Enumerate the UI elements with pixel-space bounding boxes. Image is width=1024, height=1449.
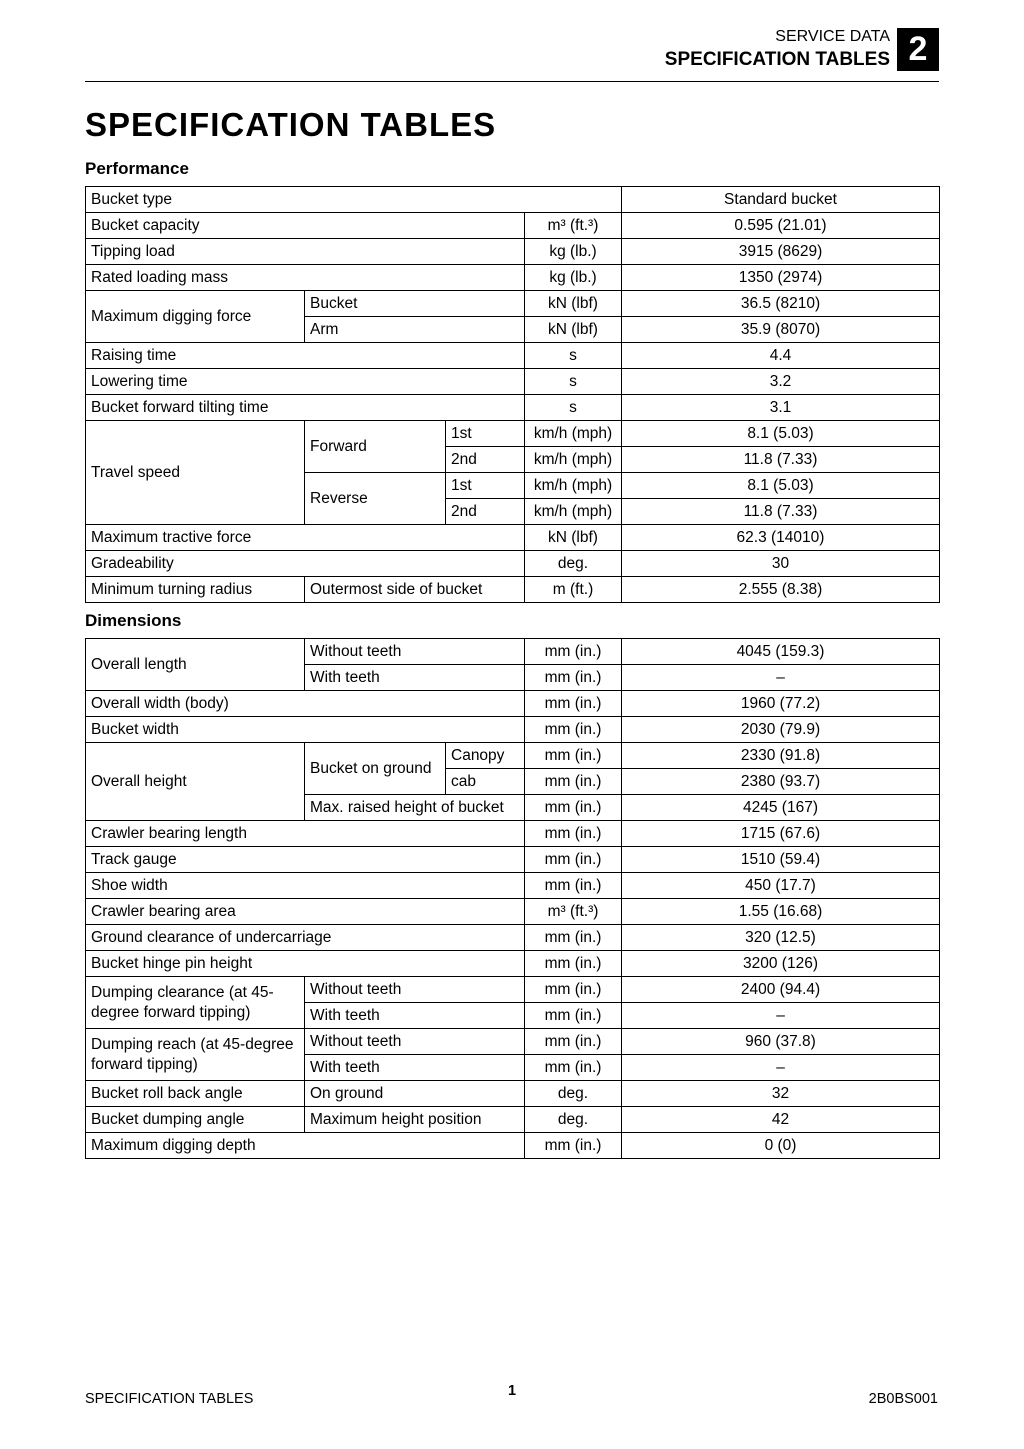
row-sublabel: Bucket on ground <box>305 743 446 795</box>
row-label: Bucket forward tilting time <box>86 395 525 421</box>
dimensions-table <box>85 638 940 1159</box>
row-value: 3.2 <box>622 369 940 395</box>
row-value: 2.555 (8.38) <box>622 577 940 603</box>
row-label: Overall height <box>86 743 305 821</box>
row-label: Maximum digging depth <box>86 1133 525 1159</box>
row-sublabel: Bucket <box>305 291 525 317</box>
row-value: 1960 (77.2) <box>622 691 940 717</box>
row-value: 32 <box>622 1081 940 1107</box>
row-sublabel: With teeth <box>305 1003 525 1029</box>
row-unit: deg. <box>525 1107 622 1133</box>
row-unit: mm (in.) <box>525 769 622 795</box>
row-unit: kN (lbf) <box>525 525 622 551</box>
row-unit: deg. <box>525 551 622 577</box>
row-value: – <box>622 665 940 691</box>
row-unit: kN (lbf) <box>525 291 622 317</box>
row-value: 36.5 (8210) <box>622 291 940 317</box>
row-label: Minimum turning radius <box>86 577 305 603</box>
page-number: 1 <box>508 1383 517 1399</box>
row-value: 0.595 (21.01) <box>622 213 940 239</box>
row-value: 450 (17.7) <box>622 873 940 899</box>
row-value: 62.3 (14010) <box>622 525 940 551</box>
row-value: 8.1 (5.03) <box>622 473 940 499</box>
performance-heading: Performance <box>85 159 189 178</box>
row-unit: mm (in.) <box>525 639 622 665</box>
row-label: Tipping load <box>86 239 525 265</box>
header-section-label: SERVICE DATA <box>775 28 890 45</box>
row-unit: mm (in.) <box>525 1003 622 1029</box>
row-value: 3.1 <box>622 395 940 421</box>
row-unit: mm (in.) <box>525 821 622 847</box>
row-gear: 1st <box>446 473 525 499</box>
row-label: Rated loading mass <box>86 265 525 291</box>
row-value: 0 (0) <box>622 1133 940 1159</box>
row-label: Dumping reach (at 45-degree forward tipping) <box>86 1029 305 1081</box>
table-row <box>86 873 940 899</box>
row-variant: Canopy <box>446 743 525 769</box>
row-value: 3915 (8629) <box>622 239 940 265</box>
row-value: 1350 (2974) <box>622 265 940 291</box>
table-row <box>86 1107 940 1133</box>
row-unit: mm (in.) <box>525 977 622 1003</box>
row-unit: mm (in.) <box>525 873 622 899</box>
row-label: Crawler bearing area <box>86 899 525 925</box>
table-row <box>86 691 940 717</box>
row-label: Track gauge <box>86 847 525 873</box>
row-unit: mm (in.) <box>525 951 622 977</box>
row-label: Lowering time <box>86 369 525 395</box>
table-row <box>86 639 940 665</box>
table-row <box>86 847 940 873</box>
row-sublabel: Forward <box>305 421 446 473</box>
table-row <box>86 239 940 265</box>
row-unit: mm (in.) <box>525 743 622 769</box>
header-rule <box>85 81 939 82</box>
row-unit: mm (in.) <box>525 925 622 951</box>
row-value: Standard bucket <box>622 187 940 213</box>
row-value: 4.4 <box>622 343 940 369</box>
row-unit: mm (in.) <box>525 691 622 717</box>
table-row <box>86 925 940 951</box>
table-row <box>86 1133 940 1159</box>
row-unit: kg (lb.) <box>525 239 622 265</box>
row-unit: m³ (ft.³) <box>525 213 622 239</box>
row-unit: mm (in.) <box>525 717 622 743</box>
row-sublabel: Without teeth <box>305 1029 525 1055</box>
row-value: 2380 (93.7) <box>622 769 940 795</box>
row-label: Ground clearance of undercarriage <box>86 925 525 951</box>
row-unit: kg (lb.) <box>525 265 622 291</box>
row-sublabel: Reverse <box>305 473 446 525</box>
row-value: 42 <box>622 1107 940 1133</box>
row-label: Bucket capacity <box>86 213 525 239</box>
row-value: – <box>622 1055 940 1081</box>
table-row <box>86 291 940 317</box>
table-row <box>86 343 940 369</box>
row-value: 8.1 (5.03) <box>622 421 940 447</box>
row-value: 1510 (59.4) <box>622 847 940 873</box>
row-label: Dumping clearance (at 45-degree forward tipping) <box>86 977 305 1029</box>
row-label: Crawler bearing length <box>86 821 525 847</box>
row-value: 4045 (159.3) <box>622 639 940 665</box>
row-gear: 2nd <box>446 447 525 473</box>
row-value: 11.8 (7.33) <box>622 499 940 525</box>
row-label: Bucket dumping angle <box>86 1107 305 1133</box>
row-label: Shoe width <box>86 873 525 899</box>
table-row <box>86 187 940 213</box>
row-unit: mm (in.) <box>525 1133 622 1159</box>
row-value: 320 (12.5) <box>622 925 940 951</box>
row-unit: km/h (mph) <box>525 447 622 473</box>
row-sublabel: On ground <box>305 1081 525 1107</box>
row-sublabel: With teeth <box>305 1055 525 1081</box>
row-unit: deg. <box>525 1081 622 1107</box>
row-unit: km/h (mph) <box>525 499 622 525</box>
row-gear: 1st <box>446 421 525 447</box>
header-title: SPECIFICATION TABLES <box>664 49 890 70</box>
row-unit: s <box>525 369 622 395</box>
performance-table <box>85 186 940 603</box>
table-row <box>86 395 940 421</box>
row-label: Gradeability <box>86 551 525 577</box>
document-code: 2B0BS001 <box>868 1391 938 1407</box>
row-value: 3200 (126) <box>622 951 940 977</box>
table-row <box>86 717 940 743</box>
row-label: Raising time <box>86 343 525 369</box>
row-value: 11.8 (7.33) <box>622 447 940 473</box>
row-label: Overall length <box>86 639 305 691</box>
table-row <box>86 743 940 769</box>
row-value: – <box>622 1003 940 1029</box>
table-row <box>86 551 940 577</box>
row-sublabel: Max. raised height of bucket <box>305 795 525 821</box>
table-row <box>86 265 940 291</box>
row-value: 2330 (91.8) <box>622 743 940 769</box>
row-unit: km/h (mph) <box>525 473 622 499</box>
table-row <box>86 977 940 1003</box>
row-unit: mm (in.) <box>525 847 622 873</box>
row-unit: m (ft.) <box>525 577 622 603</box>
row-gear: 2nd <box>446 499 525 525</box>
row-label: Bucket hinge pin height <box>86 951 525 977</box>
row-value: 2400 (94.4) <box>622 977 940 1003</box>
row-label: Overall width (body) <box>86 691 525 717</box>
row-value: 35.9 (8070) <box>622 317 940 343</box>
row-unit: km/h (mph) <box>525 421 622 447</box>
row-sublabel: Without teeth <box>305 639 525 665</box>
row-sublabel: Outermost side of bucket <box>305 577 525 603</box>
row-label: Bucket type <box>86 187 622 213</box>
table-row <box>86 577 940 603</box>
table-row <box>86 525 940 551</box>
table-row <box>86 213 940 239</box>
row-sublabel: Arm <box>305 317 525 343</box>
table-row <box>86 899 940 925</box>
row-sublabel: With teeth <box>305 665 525 691</box>
row-unit: kN (lbf) <box>525 317 622 343</box>
table-row <box>86 369 940 395</box>
row-sublabel: Without teeth <box>305 977 525 1003</box>
row-unit: mm (in.) <box>525 1055 622 1081</box>
row-sublabel: Maximum height position <box>305 1107 525 1133</box>
row-unit: s <box>525 395 622 421</box>
row-value: 960 (37.8) <box>622 1029 940 1055</box>
row-value: 1.55 (16.68) <box>622 899 940 925</box>
table-row <box>86 1029 940 1055</box>
row-label: Travel speed <box>86 421 305 525</box>
row-unit: mm (in.) <box>525 795 622 821</box>
page-title: SPECIFICATION TABLES <box>85 106 497 143</box>
table-row <box>86 1081 940 1107</box>
row-unit: mm (in.) <box>525 665 622 691</box>
row-value: 30 <box>622 551 940 577</box>
row-label: Bucket width <box>86 717 525 743</box>
chapter-number-badge: 2 <box>897 28 939 71</box>
table-row <box>86 821 940 847</box>
row-unit: s <box>525 343 622 369</box>
row-variant: cab <box>446 769 525 795</box>
row-value: 1715 (67.6) <box>622 821 940 847</box>
row-label: Bucket roll back angle <box>86 1081 305 1107</box>
footer-title: SPECIFICATION TABLES <box>85 1391 254 1407</box>
row-label: Maximum digging force <box>86 291 305 343</box>
row-label: Maximum tractive force <box>86 525 525 551</box>
table-row <box>86 951 940 977</box>
row-unit: mm (in.) <box>525 1029 622 1055</box>
row-value: 2030 (79.9) <box>622 717 940 743</box>
dimensions-heading: Dimensions <box>85 611 182 630</box>
row-unit: m³ (ft.³) <box>525 899 622 925</box>
row-value: 4245 (167) <box>622 795 940 821</box>
table-row <box>86 421 940 447</box>
